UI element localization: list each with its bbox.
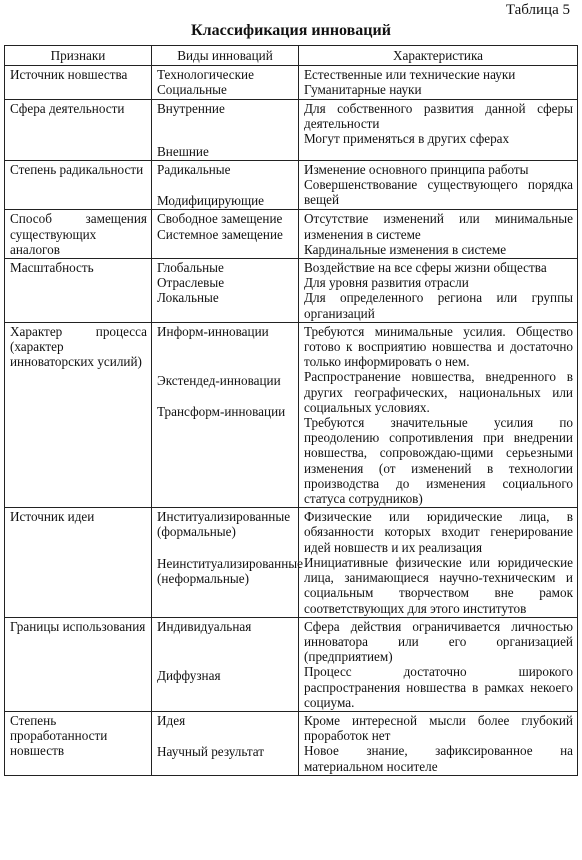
type-item: Идея (157, 712, 186, 728)
table-header-row (5, 46, 578, 66)
type-item: Трансформ-инновации (157, 404, 286, 420)
column-header-types: Виды инноваций (152, 46, 299, 66)
characteristic-item: Физические или юридические лица, в обязанности которых входит генерирование идей новшеств и их реализация (304, 509, 573, 555)
type-item: Неинституализированные (неформальные) (157, 555, 303, 586)
characteristic-item: Для определенного региона или группы организаций (304, 290, 573, 321)
characteristic-item: Инициативные физические или юридические лица, занимающиеся научно-техническим и социальным творчеством вне рамок соответствующих для этого институтов (304, 554, 573, 616)
characteristic-item: Естественные или технические науки (304, 67, 516, 83)
feature-cell: Границы использования (5, 617, 152, 711)
characteristic-item: Изменение основного принципа работы (304, 162, 529, 178)
type-item: Научный результат (157, 744, 265, 760)
type-item: Радикальные (157, 162, 231, 178)
feature-cell: Масштабность (5, 259, 152, 323)
characteristic-item: Процесс достаточно широкого распространения новшества в рамках некоего социума. (304, 664, 573, 710)
type-item: Институализированные (формальные) (157, 509, 291, 540)
table-number-label: Таблица 5 (505, 2, 570, 18)
characteristic-item: Для собственного развития данной сферы деятельности (304, 100, 573, 131)
type-item: Внутренние (157, 100, 225, 116)
types-cell (152, 322, 299, 507)
page-title: Классификация инноваций (191, 22, 391, 39)
types-cell (152, 161, 299, 210)
characteristic-item: Новое знание, зафиксированное на материальном носителе (304, 743, 573, 774)
type-item: Локальные (157, 290, 219, 306)
column-header-features: Признаки (5, 46, 152, 66)
classification-table (4, 45, 578, 776)
type-item: Информ-инновации (157, 323, 269, 339)
characteristic-item: Гуманитарные науки (304, 82, 422, 98)
type-item: Социальные (157, 82, 227, 98)
characteristic-item: Требуются значительные усилия по преодолению сопротивления при внедрении новшества, сопровождаю-щими серьезными изменения (от изменений в технологии производства до изменения социального статуса сотрудников) (304, 415, 573, 507)
type-item: Технологические (157, 67, 254, 83)
characteristic-item: Кардинальные изменения в системе (304, 241, 507, 257)
characteristics-cell (299, 508, 578, 617)
type-item: Внешние (157, 143, 209, 159)
table-row (5, 210, 578, 259)
characteristic-item: Могут применяться в других сферах (304, 131, 510, 147)
types-cell (152, 617, 299, 711)
characteristic-item: Совершенствование существующего порядка вещей (304, 177, 573, 208)
types-cell (152, 99, 299, 160)
table-row (5, 259, 578, 323)
characteristic-item: Распространение новшества, внедренного в других географических, национальных или социальных условиях. (304, 369, 573, 415)
type-item: Экстендед-инновации (157, 373, 281, 389)
characteristics-cell (299, 259, 578, 323)
feature-cell: Характер процесса (характер инноваторских усилий) (5, 322, 152, 507)
feature-cell: Источник идеи (5, 508, 152, 617)
type-item: Глобальные (157, 260, 224, 276)
types-cell (152, 66, 299, 99)
feature-cell: Источник новшества (5, 66, 152, 99)
table-row (5, 322, 578, 507)
types-cell (152, 259, 299, 323)
feature-cell: Сфера деятельности (5, 99, 152, 160)
type-item: Отраслевые (157, 275, 225, 291)
table-row (5, 508, 578, 617)
type-item: Индивидуальная (157, 618, 252, 634)
table-row (5, 66, 578, 99)
type-item: Системное замещение (157, 226, 283, 242)
table-row (5, 99, 578, 160)
characteristic-item: Для уровня развития отрасли (304, 275, 469, 291)
table-row (5, 711, 578, 775)
type-item: Модифицирующие (157, 193, 265, 209)
characteristics-cell (299, 99, 578, 160)
feature-cell: Степень радикальности (5, 161, 152, 210)
table-row (5, 617, 578, 711)
characteristic-item: Требуются минимальные усилия. Общество готово к восприятию новшества и достаточно только информировать о нем. (304, 323, 573, 370)
characteristic-item: Воздействие на все сферы жизни общества (304, 260, 547, 276)
characteristics-cell (299, 711, 578, 775)
characteristics-cell (299, 210, 578, 259)
type-item: Свободное замещение (157, 211, 283, 227)
feature-cell: Способ замещения существующих аналогов (5, 210, 152, 259)
types-cell (152, 508, 303, 617)
characteristics-cell (299, 617, 578, 711)
types-cell (152, 711, 299, 775)
types-cell (152, 210, 299, 259)
characteristics-cell (299, 66, 578, 99)
column-header-characteristics: Характеристика (299, 46, 578, 66)
characteristic-item: Кроме интересной мысли более глубокий проработок нет (304, 712, 573, 744)
feature-cell: Степень проработанности новшеств (5, 711, 152, 775)
table-row (5, 161, 578, 210)
characteristics-cell (299, 161, 578, 210)
characteristic-item: Отсутствие изменений или минимальные изменения в системе (304, 211, 573, 242)
characteristic-item: Сфера действия ограничивается личностью инноватора или его организацией (предприятием) (304, 618, 573, 665)
type-item: Диффузная (157, 667, 221, 683)
characteristics-cell (299, 322, 578, 507)
